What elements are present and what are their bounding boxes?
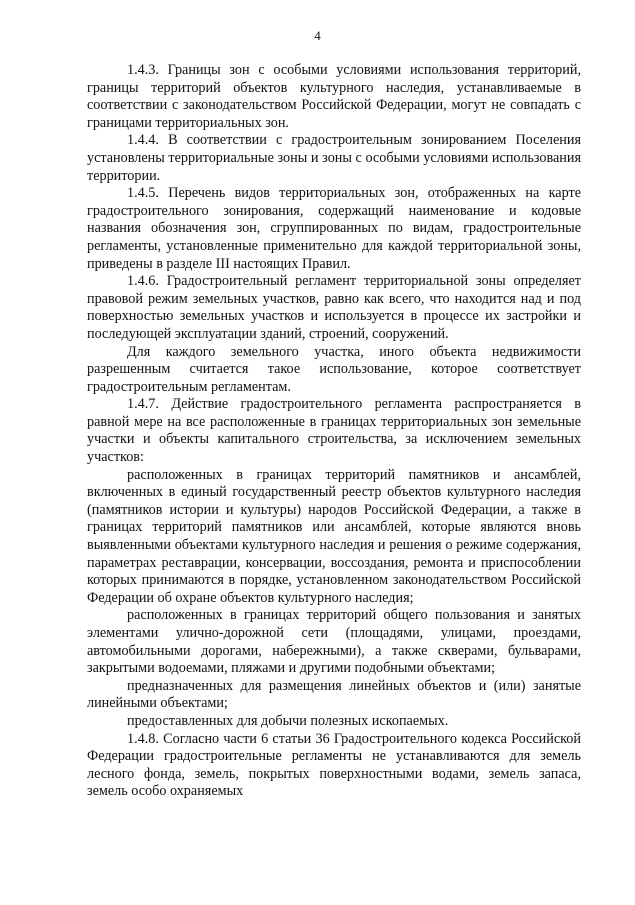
paragraph-land-use: Для каждого земельного участка, иного объекта недвижимости разрешенным считается такое использование, которое соответствует градостроительным регламентам.: [87, 343, 581, 395]
document-body: [87, 62, 581, 801]
list-item-public-territories: расположенных в границах территорий общего пользования и занятых элементами улично-дорожной сети (площадями, улицами, проездами, автомобильными дорогами, набережными), а также скверами, бульварами, закрытыми водоемами, пляжами и другими подобными объектами;: [87, 607, 581, 677]
list-item-minerals: предоставленных для добычи полезных ископаемых.: [127, 712, 449, 729]
list-item-heritage: расположенных в границах территорий памятников и ансамблей, включенных в единый государственный реестр объектов культурного наследия (памятников истории и культуры) народов Российской Федерации, а также в границах территорий памятников или ансамблей, которые являются вновь выявленными объектами культурного наследия и решения о режиме содержания, параметрах реставрации, консервации, воссоздания, ремонта и приспособлении которых принимаются в порядке, установленном законодательством Российской Федерации об охране объектов культурного наследия;: [87, 466, 581, 606]
paragraph-1-4-5: 1.4.5. Перечень видов территориальных зон, отображенных на карте градостроительного зонирования, содержащий наименование и кодовые названия обозначения зон, сгруппированных по видам, градостроительные регламенты, установленные применительно для каждой территориальной зоны, приведены в разделе III настоящих Правил.: [87, 185, 581, 272]
page-number: 4: [314, 28, 321, 43]
paragraph-1-4-6: 1.4.6. Градостроительный регламент территориальной зоны определяет правовой режим земельных участков, равно как всего, что находится над и под поверхностью земельных участков и используется в процессе их застройки и последующей эксплуатации зданий, строений, сооружений.: [87, 273, 581, 342]
paragraph-1-4-3: 1.4.3. Границы зон с особыми условиями использования территорий, границы территорий объектов культурного наследия, устанавливаемые в соответствии с законодательством Российской Федерации, могут не совпадать с границами территориальных зон.: [87, 62, 581, 131]
paragraph-1-4-4: 1.4.4. В соответствии с градостроительным зонированием Поселения установлены территориальные зоны и зоны с особыми условиями использования территории.: [87, 132, 581, 184]
list-item-linear-objects: предназначенных для размещения линейных объектов и (или) занятые линейными объектами;: [87, 677, 581, 712]
paragraph-1-4-8: 1.4.8. Согласно части 6 статьи 36 Градостроительного кодекса Российской Федерации градостроительные регламенты не устанавливаются для земель лесного фонда, земель, покрытых поверхностными водами, земель запаса, земель особо охраняемых: [87, 730, 581, 800]
paragraph-1-4-7: 1.4.7. Действие градостроительного регламента распространяется в равной мере на все расположенные в границах территориальных зон земельные участки и объекты капитального строительства, за исключением земельных участков:: [87, 396, 581, 466]
